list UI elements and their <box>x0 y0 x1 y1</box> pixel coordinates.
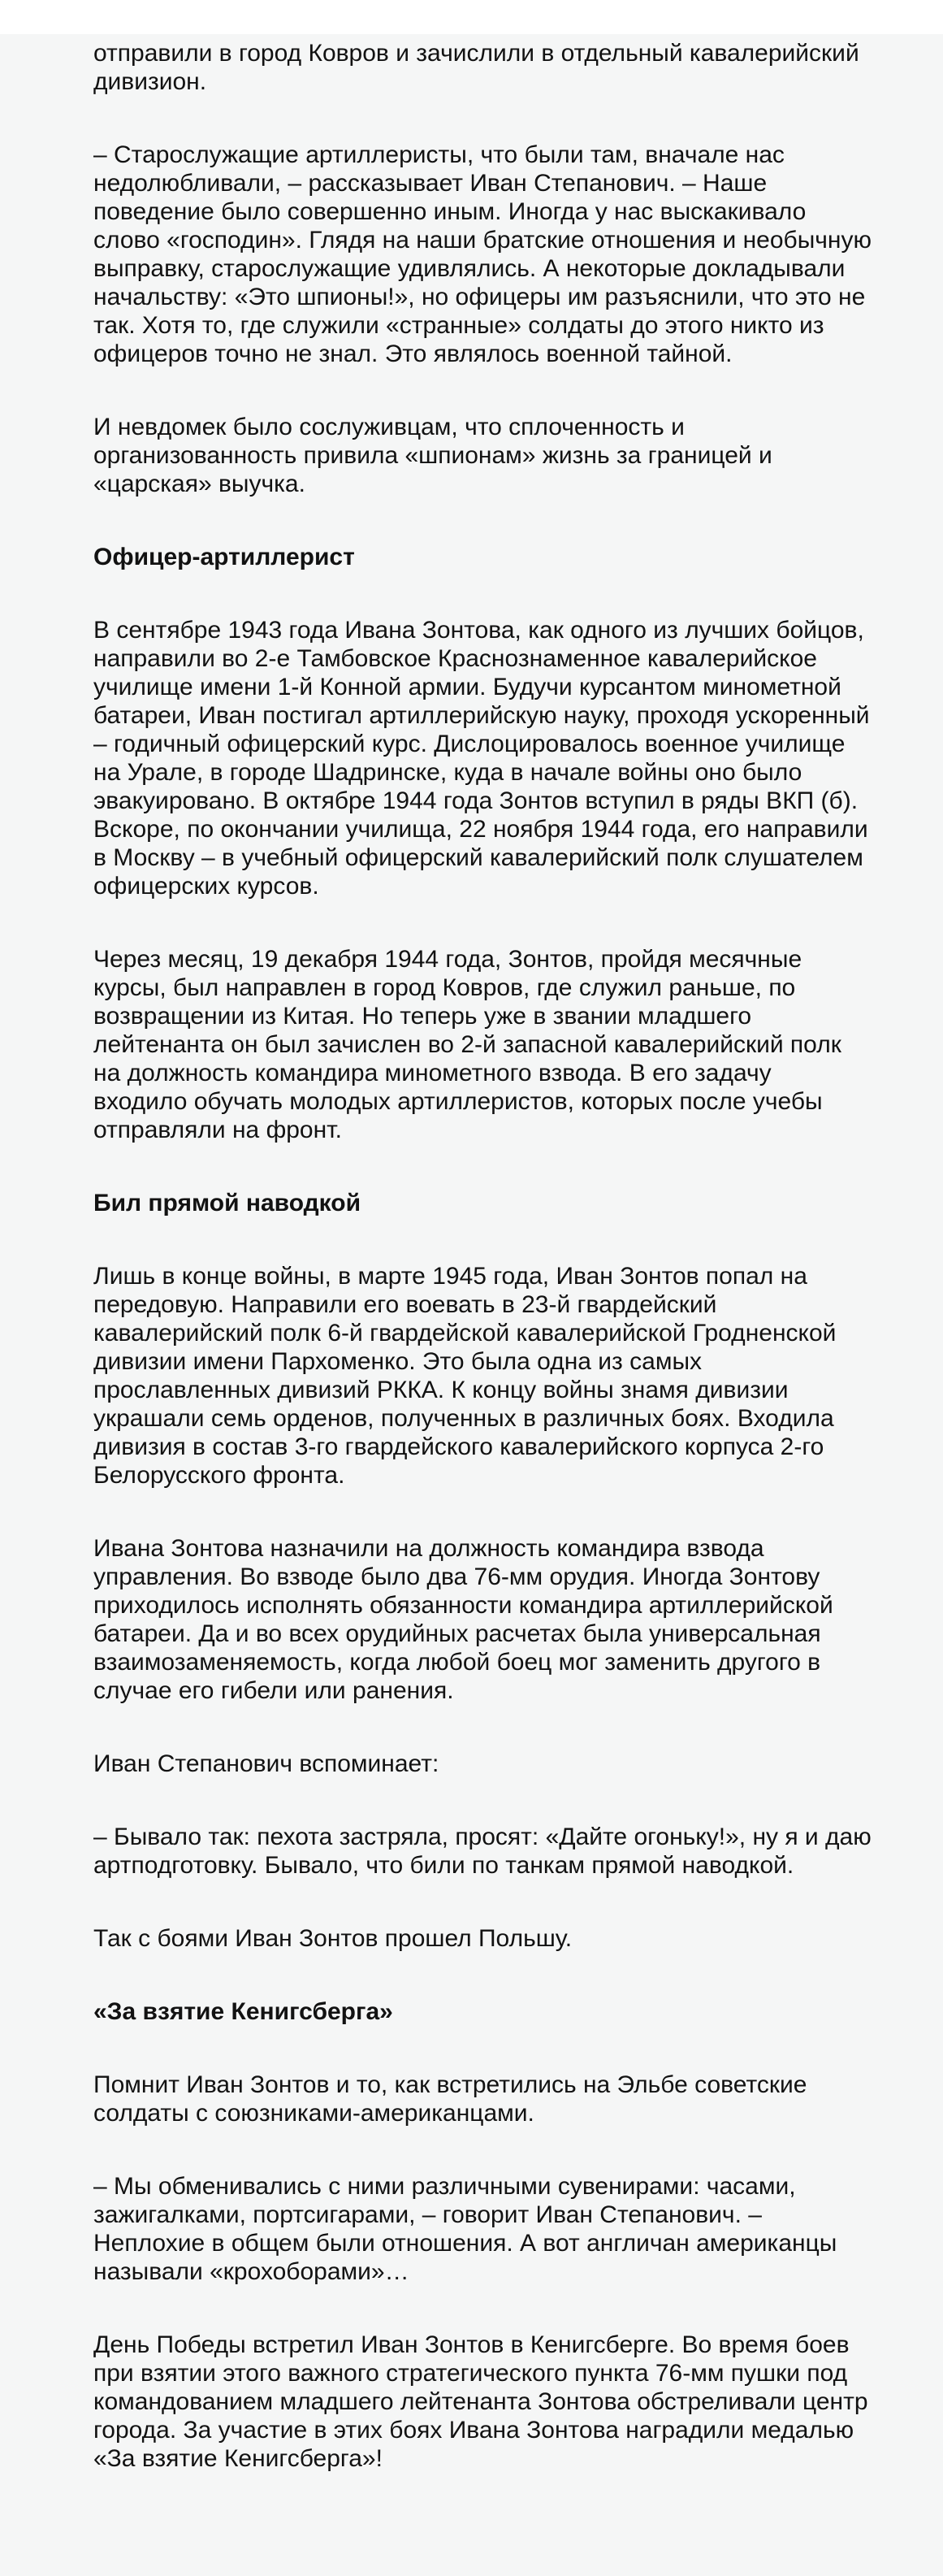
paragraph: отправили в город Ковров и зачислили в отдельный кавалерийский дивизион. <box>93 40 859 95</box>
paragraph: И невдомек было сослуживцам, что сплоченность и организованность привила «шпионам» жизнь за границей и «царская» выучка. <box>93 414 772 497</box>
paragraph: Ивана Зонтова назначили на должность командира взвода управления. Во взводе было два 76-мм орудия. Иногда Зонтову приходилось исполнять обязанности командира артиллерийской батареи. Да и во всех орудийных расчетах была универсальная взаимозаменяемость, когда любой боец мог заменить другого в случае его гибели или ранения. <box>93 1535 833 1704</box>
section-heading: Бил прямой наводкой <box>93 1190 361 1216</box>
paragraph: Лишь в конце войны, в марте 1945 года, Иван Зонтов попал на передовую. Направили его воевать в 23-й гвардейский кавалерийский полк 6-й гвардейской кавалерийской Гродненской дивизии имени Пархоменко. Это была одна из самых прославленных дивизий РККА. К концу войны знамя дивизии украшали семь орденов, полученных в различных боях. Входила дивизия в состав 3-го гвардейского кавалерийского корпуса 2-го Белорусского фронта. <box>93 1263 837 1489</box>
paragraph: – Старослужащие артиллеристы, что были там, вначале нас недолюбливали, – рассказывает Иван Степанович. – Наше поведение было совершенно иным. Иногда у нас выскакивало слово «господин». Глядя на наши братские отношения и необычную выправку, старослужащие удивлялись. А некоторые докладывали начальству: «Это шпионы!», но офицеры им разъяснили, что это не так. Хотя то, где служили «странные» солдаты до этого никто из офицеров точно не знал. Это являлось военной тайной. <box>93 141 872 367</box>
paragraph: Иван Степанович вспоминает: <box>93 1750 439 1777</box>
paragraph: Так с боями Иван Зонтов прошел Польшу. <box>93 1925 573 1952</box>
paragraph: В сентябре 1943 года Ивана Зонтова, как одного из лучших бойцов, направили во 2-е Тамбовское Краснознаменное кавалерийское училище имени 1-й Конной армии. Будучи курсантом минометной батареи, Иван постигал артиллерийскую науку, проходя ускоренный – годичный офицерский курс. Дислоцировалось военное училище на Урале, в городе Шадринске, куда в начале войны оно было эвакуировано. В октябре 1944 года Зонтов вступил в ряды ВКП (б). Вскоре, по окончании училища, 22 ноября 1944 года, его направили в Москву – в учебный офицерский кавалерийский полк слушателем офицерских курсов. <box>93 617 870 900</box>
paragraph: – Мы обменивались с ними различными сувенирами: часами, зажигалками, портсигарами, – говорит Иван Степанович. – Неплохие в общем были отношения. А вот англичан американцы называли «крохоборами»… <box>93 2173 837 2285</box>
article-body <box>0 34 943 2576</box>
section-heading: «За взятие Кенигсберга» <box>93 1998 393 2025</box>
section-heading: Офицер-артиллерист <box>93 544 355 570</box>
paragraph: Помнит Иван Зонтов и то, как встретились на Эльбе советские солдаты с союзниками-американцами. <box>93 2071 807 2127</box>
paragraph: День Победы встретил Иван Зонтов в Кенигсберге. Во время боев при взятии этого важного стратегического пункта 76-мм пушки под командованием младшего лейтенанта Зонтова обстреливали центр города. За участие в этих боях Ивана Зонтова наградили медалью «За взятие Кенигсберга»! <box>93 2331 868 2472</box>
paragraph: – Бывало так: пехота застряла, просят: «Дайте огоньку!», ну я и даю артподготовку. Бывало, что били по танкам прямой наводкой. <box>93 1824 872 1879</box>
paragraph: Через месяц, 19 декабря 1944 года, Зонтов, пройдя месячные курсы, был направлен в город Ковров, где служил раньше, по возвращении из Китая. Но теперь уже в звании младшего лейтенанта он был зачислен во 2-й запасной кавалерийский полк на должность командира минометного взвода. В его задачу входило обучать молодых артиллеристов, которых после учебы отправляли на фронт. <box>93 946 841 1143</box>
top-whitespace <box>0 0 943 34</box>
